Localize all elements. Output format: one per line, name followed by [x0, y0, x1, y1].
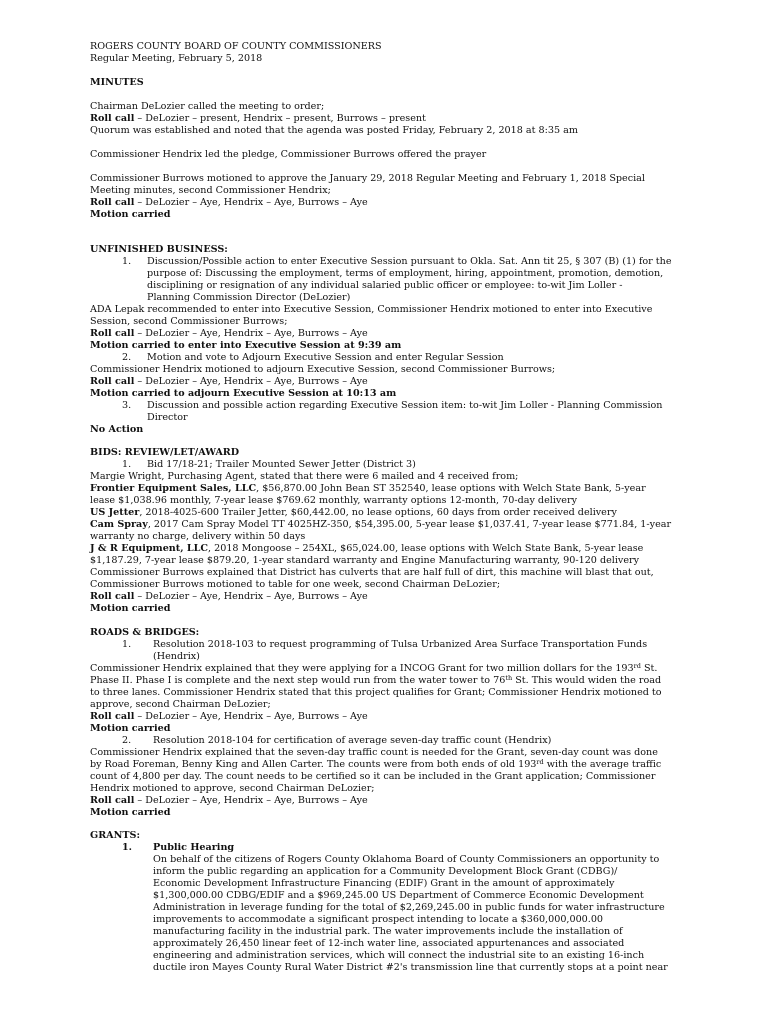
- item-number: 2.: [122, 352, 132, 363]
- roll-call-label: Roll call: [90, 591, 135, 602]
- vendor-line: [90, 519, 671, 531]
- body-text: Commissioner Hendrix explained that the seven-day traffic count is needed for the Grant, seven-day count was done: [90, 747, 658, 758]
- roll-call-text: – DeLozier – Aye, Hendrix – Aye, Burrows – Aye: [134, 591, 368, 602]
- motion-carried: Motion carried: [90, 723, 171, 734]
- agenda-item-text: Motion and vote to Adjourn Executive Session and enter Regular Session: [147, 352, 504, 363]
- public-hearing-title: Public Hearing: [153, 842, 235, 853]
- vendor-details: , 2018 Mongoose – 254XL, $65,024.00, lease options with Welch State Bank, 5-year lease: [208, 543, 644, 554]
- bids-heading: BIDS: REVIEW/LET/AWARD: [90, 447, 240, 458]
- pledge-line: Commissioner Hendrix led the pledge, Commissioner Burrows offered the prayer: [90, 149, 487, 160]
- no-action: No Action: [90, 424, 144, 435]
- roll-call-label: Roll call: [90, 197, 135, 208]
- item-number: 2.: [122, 735, 132, 746]
- vendor-details: warranty no charge, delivery within 50 days: [90, 531, 306, 542]
- roll-call: [90, 591, 368, 603]
- body-text: [90, 759, 661, 771]
- motion-carried: Motion carried: [90, 209, 171, 220]
- roll-call-label: Roll call: [90, 328, 135, 339]
- roll-call-label: Roll call: [90, 711, 135, 722]
- roll-call-text: – DeLozier – Aye, Hendrix – Aye, Burrows – Aye: [134, 711, 368, 722]
- roads-bridges-heading: ROADS & BRIDGES:: [90, 627, 200, 638]
- motion-carried: Motion carried to enter into Executive Session at 9:39 am: [90, 340, 402, 351]
- body-text-part: St.: [640, 663, 658, 674]
- roll-call-label: Roll call: [90, 795, 135, 806]
- vendor-name: Cam Spray: [90, 519, 148, 530]
- minutes-heading: MINUTES: [90, 77, 144, 88]
- body-text-part: by Road Foreman, Benny King and Allen Carter. The counts were from both ends of old 193: [90, 759, 537, 770]
- agenda-item-text: Bid 17/18-21; Trailer Mounted Sewer Jetter (District 3): [147, 459, 416, 470]
- grant-text: Economic Development Infrastructure Financing (EDIF) Grant in the amount of approximately: [153, 878, 615, 889]
- grant-text: ductile iron Mayes County Rural Water District #2's transmission line that currently stops at a point near: [153, 962, 668, 973]
- vendor-details: , 2018-4025-600 Trailer Jetter, $60,442.00, no lease options, 60 days from order received delivery: [139, 507, 617, 518]
- unfinished-business-heading: UNFINISHED BUSINESS:: [90, 244, 228, 255]
- roll-call: [90, 197, 368, 209]
- ordinal-suffix: rd: [536, 758, 544, 766]
- agenda-item-text: Planning Commission Director (DeLozier): [147, 292, 351, 303]
- item-number: 1.: [122, 459, 132, 470]
- body-text-part: with the average traffic: [543, 759, 662, 770]
- grant-text: inform the public regarding an application for a Community Development Block Grant (CDBG)/: [153, 866, 618, 877]
- vendor-details: , $56,870.00 John Bean ST 352540, lease options with Welch State Bank, 5-year: [256, 483, 646, 494]
- item-number: 1.: [122, 256, 132, 267]
- roll-call-text: – DeLozier – Aye, Hendrix – Aye, Burrows – Aye: [134, 795, 368, 806]
- vendor-name: Frontier Equipment Sales, LLC: [90, 483, 257, 494]
- motion-carried: Motion carried: [90, 603, 171, 614]
- grant-text: On behalf of the citizens of Rogers County Oklahoma Board of County Commissioners an opportunity to: [153, 854, 660, 865]
- body-text: Commissioner Burrows motioned to table for one week, second Chairman DeLozier;: [90, 579, 501, 590]
- body-text-part: Commissioner Hendrix explained that they were applying for a INCOG Grant for two million dollars for the 193: [90, 663, 634, 674]
- body-text: Margie Wright, Purchasing Agent, stated that there were 6 mailed and 4 received from;: [90, 471, 519, 482]
- body-text: [90, 663, 657, 675]
- roll-call-label: Roll call: [90, 113, 135, 124]
- grant-text: engineering and administration services, which will connect the industrial site to an existing 16-inch: [153, 950, 645, 961]
- body-text: approve, second Chairman DeLozier;: [90, 699, 271, 710]
- body-text: [90, 675, 661, 687]
- vendor-details: lease $1,038.96 monthly, 7-year lease $769.62 monthly, warranty options 12-month, 70-day delivery: [90, 495, 577, 506]
- org-title: ROGERS COUNTY BOARD OF COUNTY COMMISSIONERS: [90, 41, 382, 52]
- roll-call: [90, 376, 368, 388]
- grants-heading: GRANTS:: [90, 830, 140, 841]
- agenda-item-text: Discussion and possible action regarding Executive Session item: to-wit Jim Loller - Planning Commission: [147, 400, 663, 411]
- agenda-item-text: Director: [147, 412, 188, 423]
- roll-call: [90, 113, 426, 125]
- meeting-date: Regular Meeting, February 5, 2018: [90, 53, 263, 64]
- agenda-item-text: purpose of: Discussing the employment, terms of employment, hiring, appointment, promotion, demotion,: [147, 268, 664, 279]
- vendor-details: , 2017 Cam Spray Model TT 4025HZ-350, $54,395.00, 5-year lease $1,037.41, 7-year lease $771.84, 1-year: [147, 519, 672, 530]
- roll-call: [90, 328, 368, 340]
- roll-call-text: – DeLozier – Aye, Hendrix – Aye, Burrows – Aye: [134, 376, 368, 387]
- body-text: ADA Lepak recommended to enter into Executive Session, Commissioner Hendrix motioned to enter into Executive: [90, 304, 653, 315]
- approve-minutes-line: Commissioner Burrows motioned to approve the January 29, 2018 Regular Meeting and February 1, 2018 Special: [90, 173, 645, 184]
- vendor-name: US Jetter: [90, 507, 140, 518]
- body-text: to three lanes. Commissioner Hendrix stated that this project qualifies for Grant; Commissioner Hendrix motioned to: [90, 687, 662, 698]
- agenda-item-text: disciplining or resignation of any individual salaried public officer or employee: to-wit Jim Loller -: [147, 280, 623, 291]
- call-to-order: Chairman DeLozier called the meeting to order;: [90, 101, 325, 112]
- ordinal-suffix: rd: [633, 662, 641, 670]
- roll-call-text: – DeLozier – Aye, Hendrix – Aye, Burrows – Aye: [134, 197, 368, 208]
- grant-text: manufacturing facility in the industrial park. The water improvements include the installation of: [153, 926, 623, 937]
- vendor-line: [90, 543, 643, 555]
- body-text-part: Phase II. Phase I is complete and the next step would run from the water tower to 76: [90, 675, 506, 686]
- roll-call-text: – DeLozier – present, Hendrix – present, Burrows – present: [134, 113, 426, 124]
- ordinal-suffix: th: [505, 674, 513, 682]
- body-text: Commissioner Burrows explained that District has culverts that are half full of dirt, this machine will blast that out,: [90, 567, 654, 578]
- item-number: 1.: [122, 639, 132, 650]
- roll-call: [90, 795, 368, 807]
- roll-call-text: – DeLozier – Aye, Hendrix – Aye, Burrows – Aye: [134, 328, 368, 339]
- agenda-item-text: Resolution 2018-103 to request programming of Tulsa Urbanized Area Surface Transportation Funds: [153, 639, 648, 650]
- body-text-part: St. This would widen the road: [512, 675, 662, 686]
- motion-carried: Motion carried to adjourn Executive Session at 10:13 am: [90, 388, 397, 399]
- roll-call-label: Roll call: [90, 376, 135, 387]
- agenda-item-text: Discussion/Possible action to enter Executive Session pursuant to Okla. Sat. Ann tit 25, § 307 (B) (1) for the: [147, 256, 672, 267]
- quorum-line: Quorum was established and noted that the agenda was posted Friday, February 2, 2018 at 8:35 am: [90, 125, 578, 136]
- body-text: Hendrix motioned to approve, second Chairman DeLozier;: [90, 783, 375, 794]
- body-text: Commissioner Hendrix motioned to adjourn Executive Session, second Commissioner Burrows;: [90, 364, 556, 375]
- roll-call: [90, 711, 368, 723]
- motion-carried: Motion carried: [90, 807, 171, 818]
- grant-text: improvements to accommodate a significant prospect intending to locate a $360,000,000.00: [153, 914, 604, 925]
- vendor-details: $1,187.29, 7-year lease $879.20, 1-year standard warranty and Engine Manufacturing warranty, 90-120 delivery: [90, 555, 640, 566]
- approve-minutes-line: Meeting minutes, second Commissioner Hendrix;: [90, 185, 331, 196]
- agenda-item-text: Resolution 2018-104 for certification of average seven-day traffic count (Hendrix): [153, 735, 552, 746]
- vendor-name: J & R Equipment, LLC: [90, 543, 209, 554]
- grant-text: Administration in leverage funding for the total of $2,269,245.00 in public funds for water infrastructure: [153, 902, 665, 913]
- grant-text: approximately 26,450 linear feet of 12-inch water line, associated appurtenances and associated: [153, 938, 625, 949]
- agenda-item-text: (Hendrix): [153, 651, 200, 662]
- vendor-line: [90, 483, 646, 495]
- item-number: 3.: [122, 400, 132, 411]
- grant-text: $1,300,000.00 CDBG/EDIF and a $969,245.00 US Department of Commerce Economic Development: [153, 890, 644, 901]
- vendor-line: [90, 507, 617, 519]
- body-text: Session, second Commissioner Burrows;: [90, 316, 288, 327]
- item-number: 1.: [122, 842, 133, 853]
- body-text: count of 4,800 per day. The count needs to be certified so it can be included in the Grant application; Commissioner: [90, 771, 656, 782]
